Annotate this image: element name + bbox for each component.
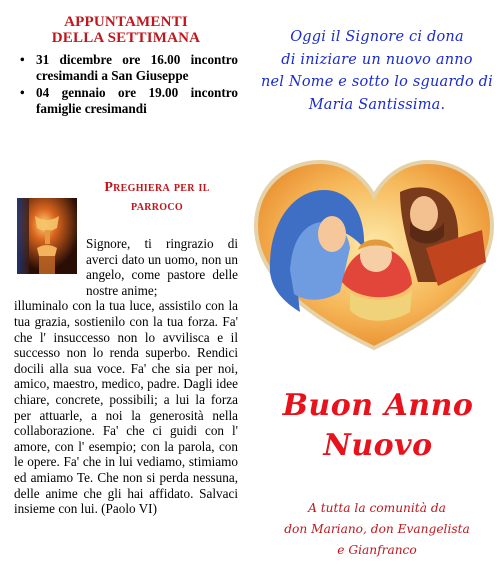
intro-text <box>252 26 502 116</box>
prayer-text-body: illuminalo con la tua luce, assistilo con la tua grazia, sostienilo con la tua forza. Fa' che l' insuccesso non lo avvilisca e il successo non lo renda superbo. Rendici docili alla sua voce. Fa' che sia per noi, amico, maestro, medico, padre. Dagli idee chiare, concrete, possibili; a lui la forza per attuarle, a noi la generosità nella collaborazione. Fa' che ci guidi con l' amore, con l' esempio; con la parola, con le opere. Fa' che in lui vediamo, stimiamo ed amiamo Te. Che non si perda nessuna, delle anime che gli hai affidato. Salvaci insieme con lui. (Paolo VI) <box>14 298 238 517</box>
prayer-section <box>14 178 238 517</box>
appointment-text: 31 dicembre ore 16.00 incontro cresimandi a San Giuseppe <box>36 52 238 83</box>
prayer-title-line2: parroco <box>131 199 183 214</box>
intro-line2: di iniziare un nuovo anno <box>281 51 473 68</box>
bullet: • <box>20 52 25 67</box>
appointments-title-line2: DELLA SETTIMANA <box>51 30 201 46</box>
holy-family-heart-image <box>250 152 498 352</box>
intro-line1: Oggi il Signore ci dona <box>290 29 464 45</box>
greeting-text <box>252 498 502 561</box>
greeting-line2: don Mariano, don Evangelista <box>284 522 470 536</box>
list-item <box>14 85 238 116</box>
greeting-line1: A tutta la comunità da <box>308 501 446 515</box>
new-year-wish <box>254 386 502 466</box>
prayer-text-indented: Signore, ti ringrazio di averci dato un uomo, non un angelo, come pastore delle nostre anime; <box>86 236 238 298</box>
appointments-list <box>14 52 238 116</box>
intro-line3: nel Nome e sotto lo sguardo di <box>260 74 494 90</box>
list-item <box>14 52 238 83</box>
appointments-section <box>14 14 238 118</box>
bullet: • <box>20 85 25 100</box>
intro-line4: Maria Santissima. <box>308 96 446 113</box>
prayer-title-line1: Preghiera per il <box>104 180 210 195</box>
prayer-text <box>14 236 238 517</box>
appointments-title-line1: APPUNTAMENTI <box>64 14 188 30</box>
appointment-text: 04 gennaio ore 19.00 incontro famiglie cresimandi <box>36 85 238 116</box>
wish-line1: Buon Anno <box>282 388 474 423</box>
appointments-title <box>14 14 238 46</box>
wish-line2: Nuovo <box>323 428 433 463</box>
greeting-line3: e Gianfranco <box>337 543 417 557</box>
